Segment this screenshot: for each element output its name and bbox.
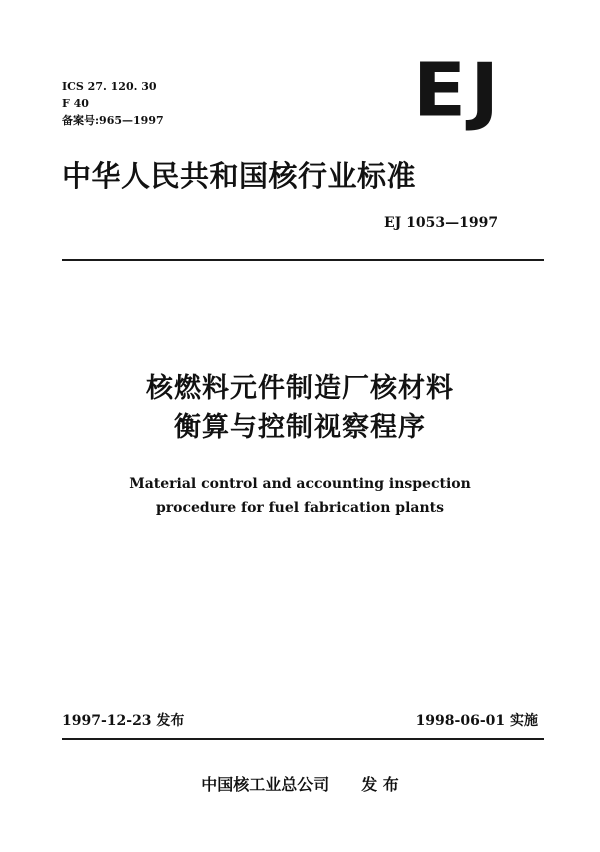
title-en-line2: procedure for fuel fabrication plants (155, 500, 445, 516)
ej-logo: EJ (412, 48, 504, 134)
issue-date: 1997-12-23 发布 (62, 713, 185, 729)
bottom-divider (62, 738, 544, 740)
title-en-line1: Material control and accounting inspection (129, 476, 471, 492)
category-code: F 40 (62, 97, 89, 110)
title-zh-line1: 核燃料元件制造厂核材料 (146, 373, 454, 404)
ics-code: ICS 27. 120. 30 (62, 80, 157, 93)
classification-block (62, 78, 164, 129)
top-divider (62, 259, 544, 261)
publisher-name: 中国核工业总公司 (201, 775, 330, 794)
publisher-action: 发 布 (361, 775, 399, 794)
record-number: 备案号:965—1997 (62, 114, 164, 127)
implementation-date: 1998-06-01 实施 (415, 713, 538, 729)
publisher-line (0, 772, 600, 795)
standard-title: 中华人民共和国核行业标准 (62, 159, 417, 193)
title-zh-line2: 衡算与控制视察程序 (174, 412, 426, 443)
standard-number: EJ 1053—1997 (384, 215, 499, 231)
